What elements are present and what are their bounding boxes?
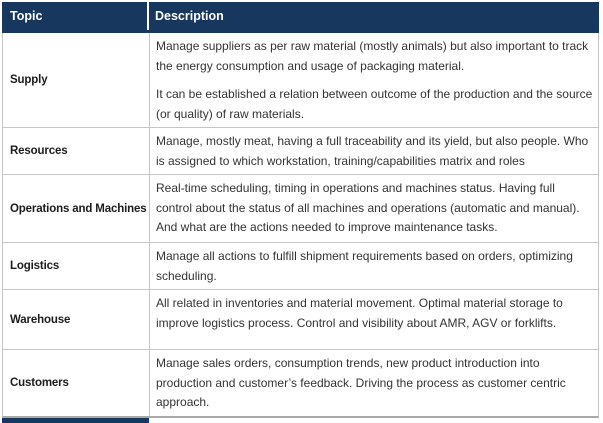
topics-table <box>2 2 599 423</box>
description-cell <box>150 350 598 416</box>
description-cell <box>150 128 598 174</box>
cutoff-next-row-fragment <box>2 418 149 423</box>
description-paragraph: It can be established a relation between outcome of the production and the source (or quality) of raw materials. <box>156 87 593 121</box>
topic-cell: Resources <box>3 128 150 174</box>
description-paragraph: Manage suppliers as per raw material (mostly animals) but also important to track the energy consumption and usage of packaging material. <box>156 39 589 73</box>
header-cell-description: Description <box>155 9 224 23</box>
topic-cell: Supply <box>3 33 150 127</box>
table-row-operations-and-machines <box>3 175 598 243</box>
table-body <box>2 33 599 418</box>
description-cell <box>150 33 598 127</box>
description-cell <box>150 290 598 349</box>
topic-cell: Logistics <box>3 243 150 289</box>
table-header-row <box>2 2 599 33</box>
description-paragraph: All related in inventories and material movement. Optimal material storage to improve logistics process. Control and visibility about AMR, AGV or forklifts. <box>156 296 563 330</box>
description-paragraph: Manage all actions to fulfill shipment requirements based on orders, optimizing scheduling. <box>156 249 573 283</box>
table-row-logistics <box>3 243 598 290</box>
table-row-warehouse <box>3 290 598 350</box>
topic-cell: Operations and Machines <box>3 175 150 242</box>
table-row-resources <box>3 128 598 175</box>
table-row-customers <box>3 350 598 416</box>
description-paragraph: Manage, mostly meat, having a full traceability and its yield, but also people. Who is assigned to which workstation, training/capabilities matrix and roles <box>156 134 589 168</box>
description-cell <box>150 175 598 242</box>
description-paragraph: Manage sales orders, consumption trends, new product introduction into production and customer’s feedback. Driving the process as customer centric approach. <box>156 356 566 409</box>
topic-cell: Warehouse <box>3 290 150 349</box>
topic-cell: Customers <box>3 350 150 416</box>
description-cell <box>150 243 598 289</box>
table-row-supply <box>3 33 598 128</box>
description-paragraph: Real-time scheduling, timing in operations and machines status. Having full control about the status of all machines and operations (automatic and manual). And what are the actions needed to improve maintenance tasks. <box>156 181 580 234</box>
header-cell-topic: Topic <box>2 2 149 30</box>
